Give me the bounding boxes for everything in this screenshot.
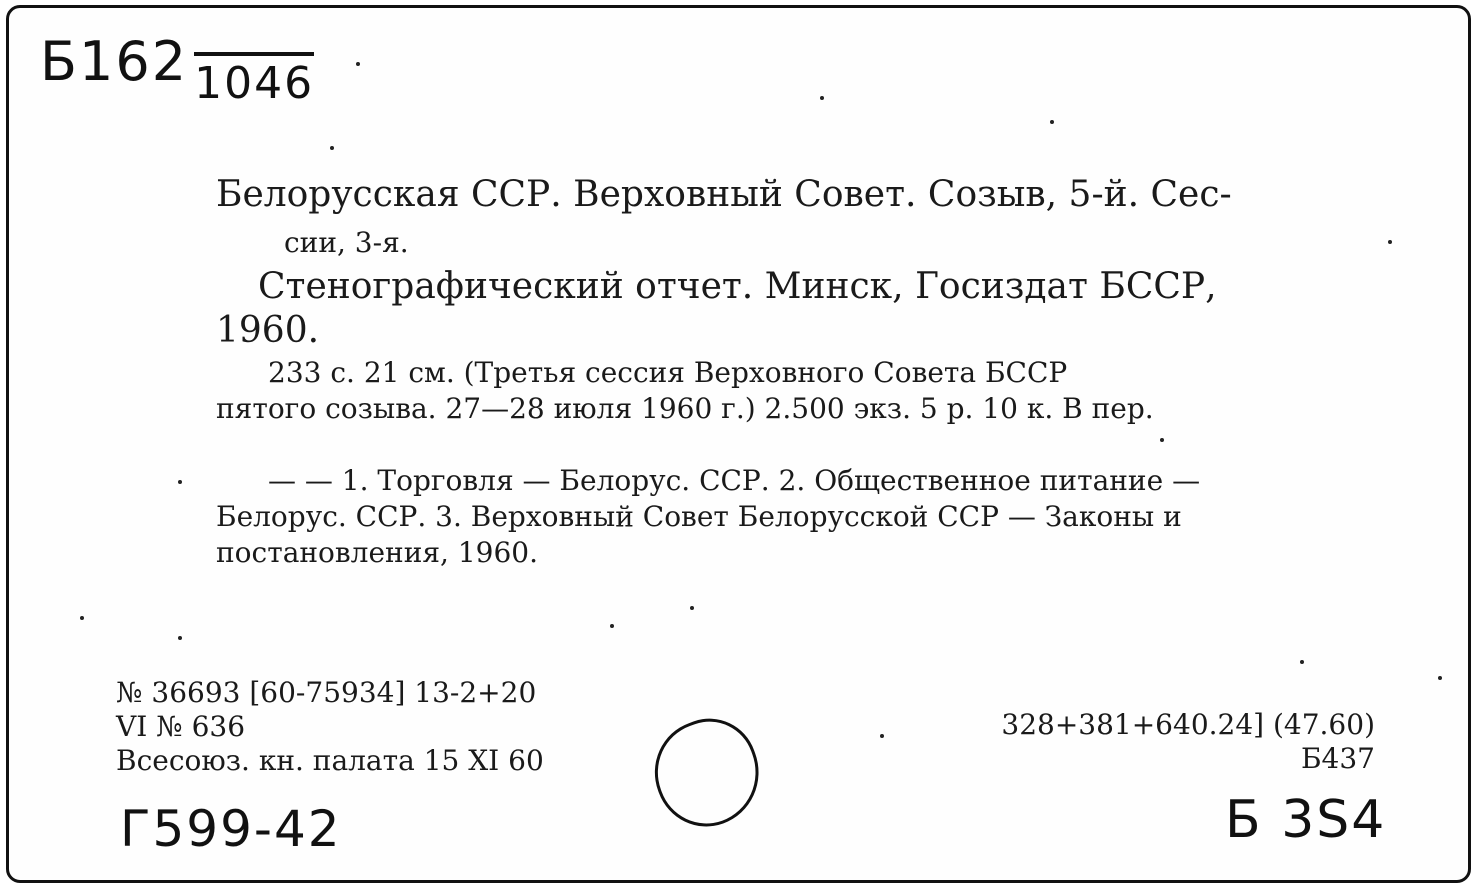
- footer-right-line-1: 328+381+640.24] (47.60): [1001, 708, 1375, 741]
- handwritten-bottom-left: Г599-42: [120, 800, 342, 858]
- speck: [330, 146, 334, 150]
- speck: [80, 616, 84, 620]
- speck: [610, 624, 614, 628]
- subjects-line-3: постановления, 1960.: [216, 536, 538, 569]
- speck: [1300, 660, 1304, 664]
- speck: [1050, 120, 1054, 124]
- collation-line-2: пятого созыва. 27—28 июля 1960 г.) 2.500 экз. 5 р. 10 к. В пер.: [216, 392, 1154, 425]
- footer-left-line-1: № 36693 [60-75934] 13-2+20: [116, 676, 537, 709]
- subjects-line-1: — — 1. Торговля — Белорус. ССР. 2. Общественное питание —: [268, 464, 1201, 497]
- footer-left-line-2: VI № 636: [116, 710, 246, 743]
- speck: [178, 636, 182, 640]
- subjects-line-2: Белорус. ССР. 3. Верховный Совет Белорусской ССР — Законы и: [216, 500, 1182, 533]
- speck: [880, 734, 884, 738]
- title-line-2: 1960.: [216, 310, 320, 351]
- speck: [356, 62, 360, 66]
- call-number: 1046: [194, 52, 314, 109]
- heading-line-2: сии, 3-я.: [284, 226, 409, 259]
- handwritten-bottom-right: Б 3S4: [1225, 790, 1387, 850]
- speck: [820, 96, 824, 100]
- footer-left-line-3: Всесоюз. кн. палата 15 XI 60: [116, 744, 544, 777]
- speck: [1160, 438, 1164, 442]
- title-line-1: Стенографический отчет. Минск, Госиздат БССР,: [258, 266, 1217, 307]
- heading-line-1: Белорусская ССР. Верховный Совет. Созыв, 5-й. Сес-: [216, 174, 1232, 215]
- call-prefix: Б162: [40, 30, 189, 93]
- speck: [690, 606, 694, 610]
- speck: [1438, 676, 1442, 680]
- collation-line-1: 233 с. 21 см. (Третья сессия Верховного Совета БССР: [268, 356, 1068, 389]
- footer-left: [116, 676, 544, 778]
- handwritten-call-number: [40, 30, 314, 109]
- footer-right: [970, 708, 1375, 776]
- speck: [1388, 240, 1392, 244]
- footer-right-line-2: Б437: [1300, 742, 1375, 775]
- speck: [178, 480, 182, 484]
